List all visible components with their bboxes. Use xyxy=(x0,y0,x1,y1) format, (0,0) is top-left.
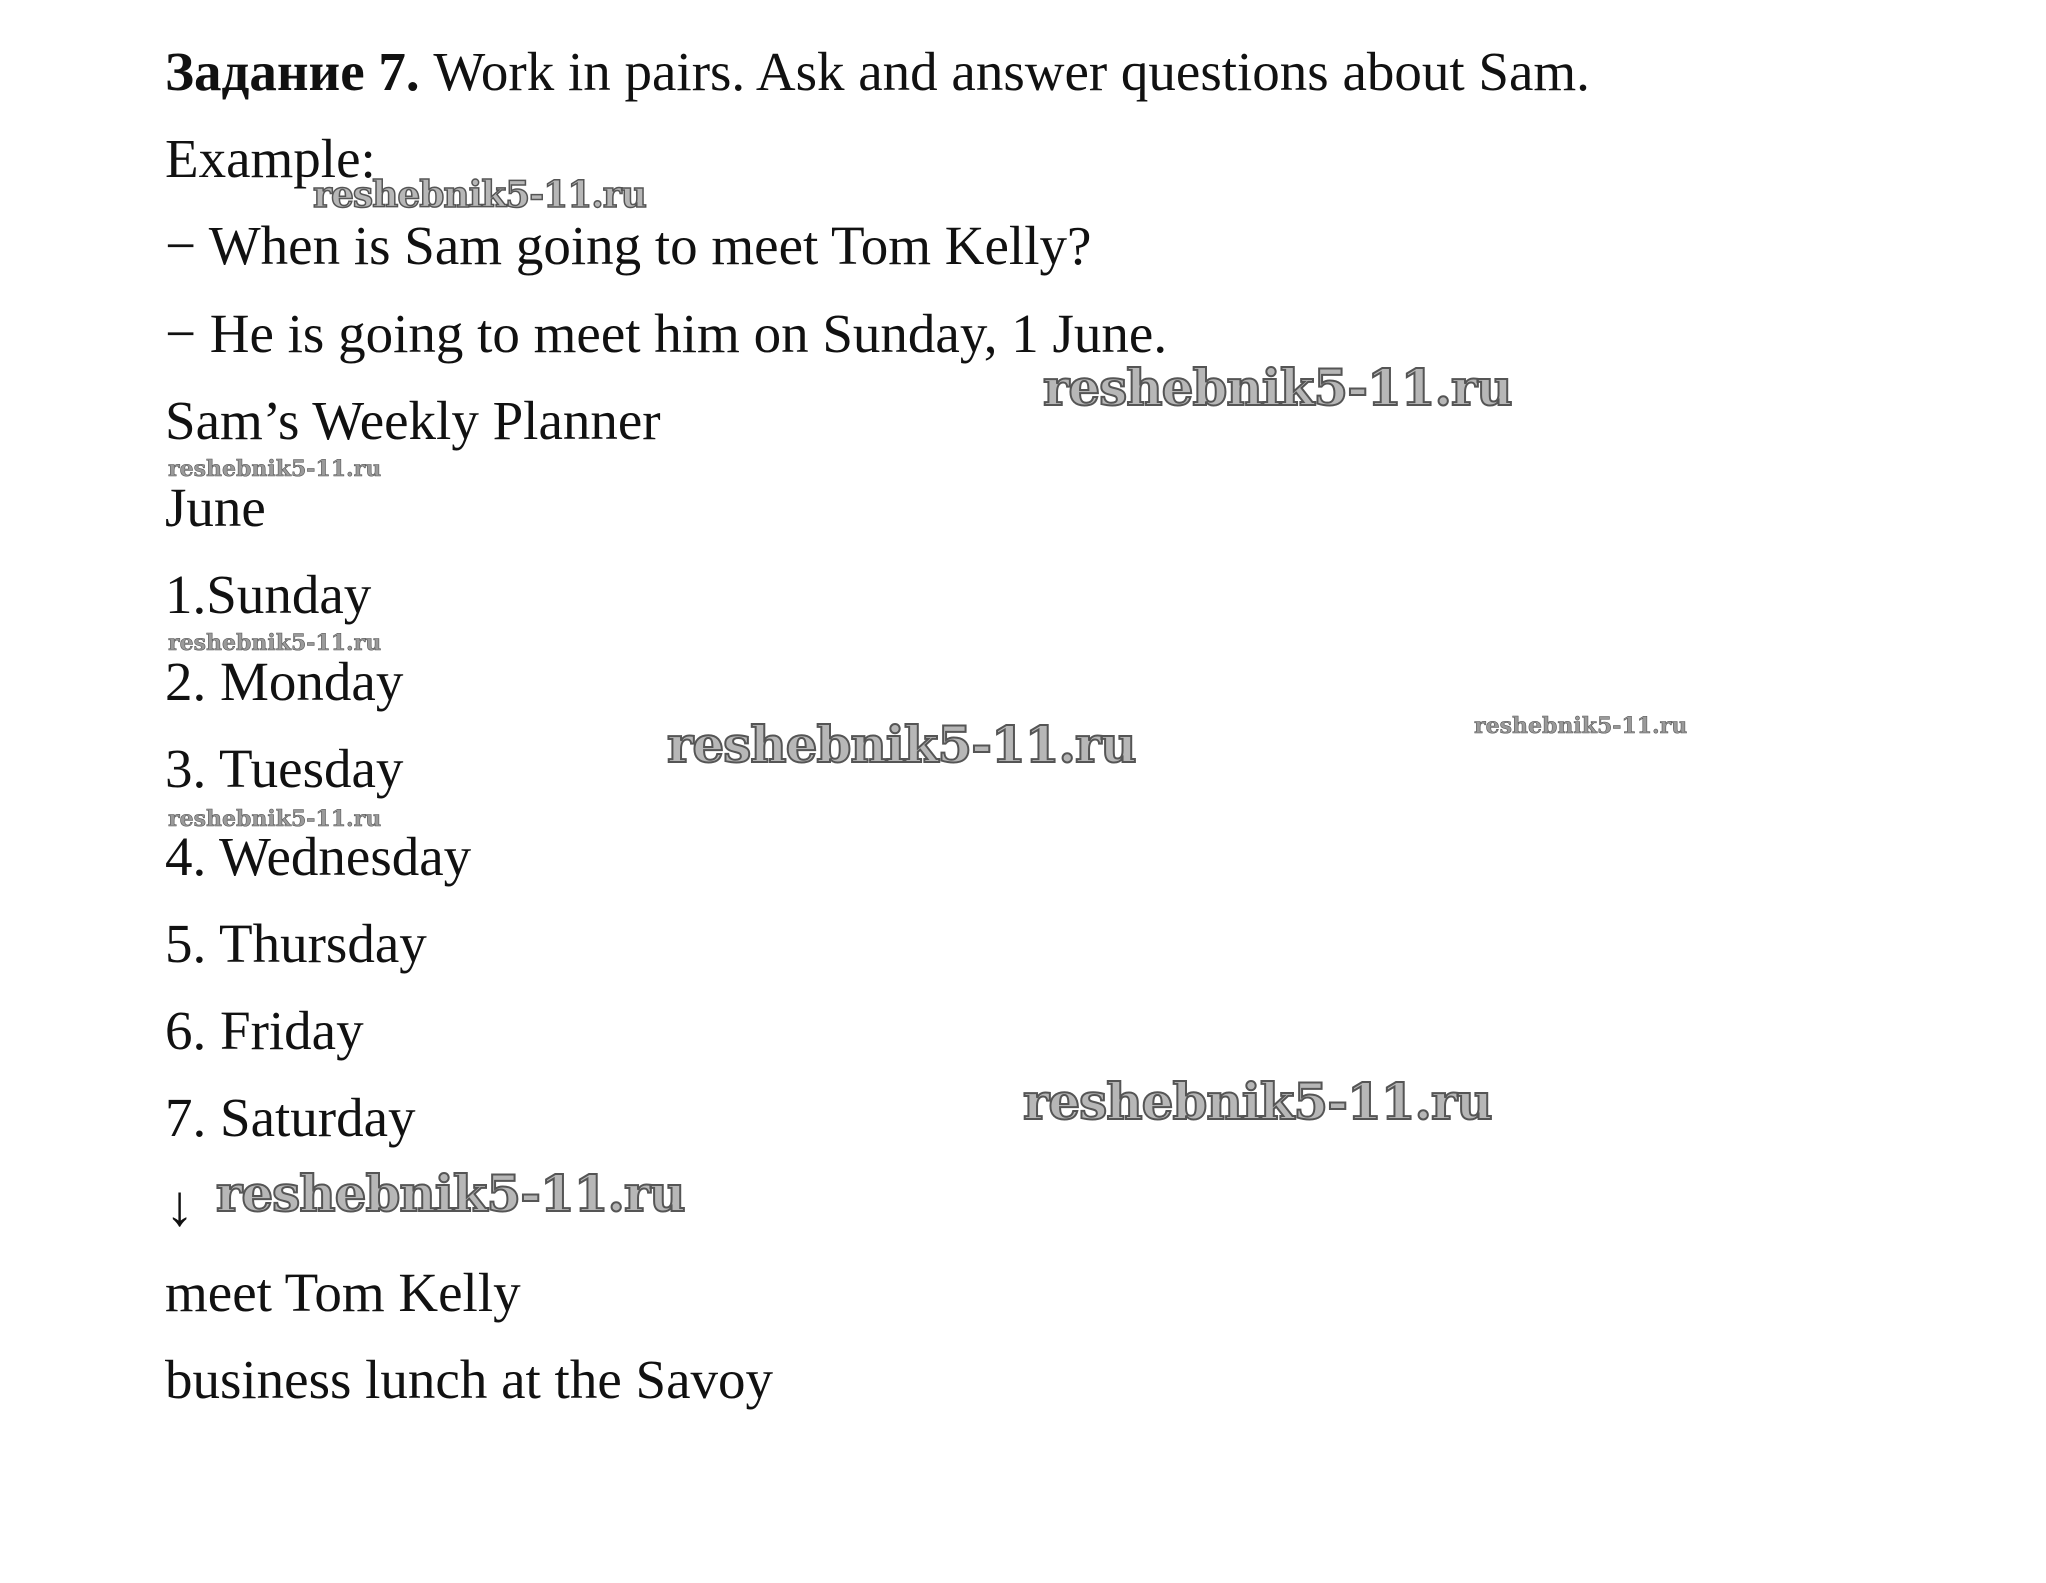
planner-month: June xyxy=(165,477,266,538)
example-answer: − He is going to meet him on Sunday, 1 June. xyxy=(165,303,1168,364)
task-label: Задание 7. xyxy=(165,41,420,102)
day-monday: 2. Monday xyxy=(165,651,404,712)
activity-meet-tom-kelly: meet Tom Kelly xyxy=(165,1262,521,1323)
day-saturday: 7. Saturday xyxy=(165,1087,416,1148)
watermark: reshebnik5-11.ru xyxy=(1043,358,1512,417)
watermark: reshebnik5-11.ru xyxy=(1023,1072,1492,1131)
watermark: reshebnik5-11.ru xyxy=(168,630,382,656)
down-arrow-icon: ↓ xyxy=(165,1173,194,1238)
watermark: reshebnik5-11.ru xyxy=(168,806,382,832)
watermark: reshebnik5-11.ru xyxy=(216,1164,685,1223)
watermark: reshebnik5-11.ru xyxy=(1474,713,1688,739)
day-friday: 6. Friday xyxy=(165,1000,364,1061)
activity-business-lunch: business lunch at the Savoy xyxy=(165,1349,773,1410)
day-wednesday: 4. Wednesday xyxy=(165,826,472,887)
task-heading xyxy=(165,41,1590,102)
day-tuesday: 3. Tuesday xyxy=(165,738,404,799)
watermark: reshebnik5-11.ru xyxy=(168,456,382,482)
watermark: reshebnik5-11.ru xyxy=(667,715,1136,774)
planner-title: Sam’s Weekly Planner xyxy=(165,390,661,451)
day-sunday: 1.Sunday xyxy=(165,564,372,625)
day-thursday: 5. Thursday xyxy=(165,913,427,974)
watermark: reshebnik5-11.ru xyxy=(313,174,646,216)
task-instruction: Work in pairs. Ask and answer questions about Sam. xyxy=(419,41,1590,102)
example-label: Example: xyxy=(165,128,376,189)
example-question: − When is Sam going to meet Tom Kelly? xyxy=(165,215,1092,276)
